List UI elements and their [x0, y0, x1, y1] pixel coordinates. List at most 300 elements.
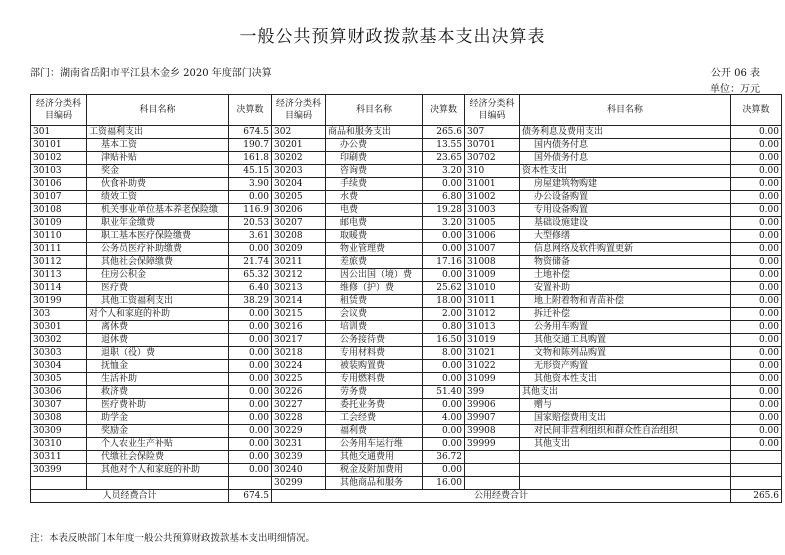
table-row — [31, 412, 782, 425]
item-name: 抚恤金 — [87, 360, 229, 373]
economic-code: 30213 — [272, 282, 326, 295]
amount: 0.00 — [731, 217, 782, 230]
item-name: 离休费 — [87, 321, 229, 334]
item-name: 差旅费 — [326, 256, 423, 269]
item-name: 委托业务费 — [326, 399, 423, 412]
item-name: 物资储备 — [520, 256, 731, 269]
amount: 3.90 — [229, 178, 272, 191]
economic-code: 30227 — [272, 399, 326, 412]
amount: 0.00 — [423, 399, 465, 412]
item-name: 赠与 — [520, 399, 731, 412]
amount: 0.00 — [229, 360, 272, 373]
table-row — [31, 178, 782, 191]
amount: 18.00 — [423, 295, 465, 308]
item-name: 职业年金缴费 — [87, 217, 229, 230]
item-name: 基础设施建设 — [520, 217, 731, 230]
economic-code: 30701 — [465, 139, 520, 152]
economic-code: 30218 — [272, 347, 326, 360]
item-name: 奖励金 — [87, 425, 229, 438]
item-name: 专用设备购置 — [520, 204, 731, 217]
amount: 190.7 — [229, 139, 272, 152]
economic-code: 30226 — [272, 386, 326, 399]
table-row — [31, 399, 782, 412]
economic-code: 30199 — [31, 295, 87, 308]
item-name: 助学金 — [87, 412, 229, 425]
item-name: 奖金 — [87, 165, 229, 178]
economic-code: 30302 — [31, 334, 87, 347]
amount: 25.62 — [423, 282, 465, 295]
table-row — [31, 438, 782, 451]
item-name: 其他交通工具购置 — [520, 334, 731, 347]
economic-code: 30112 — [31, 256, 87, 269]
amount: 0.00 — [731, 425, 782, 438]
item-name — [87, 477, 229, 490]
amount: 0.00 — [229, 191, 272, 204]
amount: 0.00 — [731, 282, 782, 295]
item-name: 代缴社会保险费 — [87, 451, 229, 464]
economic-code: 30107 — [31, 191, 87, 204]
amount: 36.72 — [423, 451, 465, 464]
economic-code: 39906 — [465, 399, 520, 412]
item-name: 其他支出 — [520, 386, 731, 399]
economic-code: 31012 — [465, 308, 520, 321]
amount: 8.00 — [423, 347, 465, 360]
item-name: 拆迁补偿 — [520, 308, 731, 321]
amount — [229, 477, 272, 490]
economic-code: 30206 — [272, 204, 326, 217]
amount: 0.00 — [423, 438, 465, 451]
amount: 13.55 — [423, 139, 465, 152]
amount: 0.00 — [229, 412, 272, 425]
item-name: 房屋建筑物购建 — [520, 178, 731, 191]
table-row — [31, 152, 782, 165]
item-name: 津贴补贴 — [87, 152, 229, 165]
amount: 0.00 — [731, 321, 782, 334]
item-name: 其他交通费用 — [326, 451, 423, 464]
amount: 0.00 — [731, 256, 782, 269]
table-row — [31, 464, 782, 477]
amount: 0.00 — [731, 178, 782, 191]
item-name: 土地补偿 — [520, 269, 731, 282]
economic-code — [465, 464, 520, 477]
item-name: 其他商品和服务 — [326, 477, 423, 490]
economic-code: 310 — [465, 165, 520, 178]
item-name — [520, 451, 731, 464]
item-name: 维修（护）费 — [326, 282, 423, 295]
amount: 0.00 — [229, 373, 272, 386]
amount: 23.65 — [423, 152, 465, 165]
table-row — [31, 269, 782, 282]
economic-code: 30239 — [272, 451, 326, 464]
amount: 0.00 — [229, 334, 272, 347]
item-name: 公务用车运行维 — [326, 438, 423, 451]
economic-code: 31099 — [465, 373, 520, 386]
amount: 0.00 — [731, 269, 782, 282]
economic-code: 30101 — [31, 139, 87, 152]
amount: 0.00 — [423, 178, 465, 191]
amount: 16.50 — [423, 334, 465, 347]
economic-code: 30306 — [31, 386, 87, 399]
table-row — [31, 334, 782, 347]
personnel-total-value: 674.5 — [229, 490, 272, 503]
economic-code: 301 — [31, 126, 87, 139]
table-row — [31, 451, 782, 464]
header-amount: 决算数 — [731, 95, 782, 126]
item-name: 伙食补助费 — [87, 178, 229, 191]
amount: 0.00 — [731, 165, 782, 178]
item-name: 国外债务付息 — [520, 152, 731, 165]
amount: 0.00 — [423, 425, 465, 438]
economic-code: 31006 — [465, 230, 520, 243]
economic-code: 30111 — [31, 243, 87, 256]
economic-code: 31007 — [465, 243, 520, 256]
economic-code: 31002 — [465, 191, 520, 204]
amount: 0.00 — [731, 230, 782, 243]
amount: 3.20 — [423, 165, 465, 178]
footnote: 注：本表反映部门本年度一般公共预算财政拨款基本支出明细情况。 — [30, 533, 316, 544]
amount: 0.00 — [229, 347, 272, 360]
economic-code: 31010 — [465, 282, 520, 295]
amount: 0.00 — [731, 243, 782, 256]
item-name: 对民间非营利组织和群众性自治组织 — [520, 425, 731, 438]
amount: 0.00 — [229, 386, 272, 399]
item-name: 水费 — [326, 191, 423, 204]
amount: 19.28 — [423, 204, 465, 217]
economic-code: 31021 — [465, 347, 520, 360]
economic-code: 30301 — [31, 321, 87, 334]
economic-code: 30102 — [31, 152, 87, 165]
amount: 0.00 — [229, 451, 272, 464]
table-row — [31, 191, 782, 204]
public-total-value: 265.6 — [731, 490, 782, 503]
amount: 16.00 — [423, 477, 465, 490]
header-name: 科目名称 — [87, 95, 229, 126]
item-name: 对个人和家庭的补助 — [87, 308, 229, 321]
amount: 0.00 — [731, 295, 782, 308]
economic-code: 30305 — [31, 373, 87, 386]
economic-code: 30399 — [31, 464, 87, 477]
economic-code: 30110 — [31, 230, 87, 243]
economic-code: 30113 — [31, 269, 87, 282]
economic-code: 30311 — [31, 451, 87, 464]
economic-code: 303 — [31, 308, 87, 321]
economic-code: 31019 — [465, 334, 520, 347]
amount — [731, 451, 782, 464]
item-name: 手续费 — [326, 178, 423, 191]
item-name: 被装购置费 — [326, 360, 423, 373]
table-row — [31, 126, 782, 139]
amount: 3.61 — [229, 230, 272, 243]
item-name: 其他资本性支出 — [520, 373, 731, 386]
item-name: 基本工资 — [87, 139, 229, 152]
amount: 21.74 — [229, 256, 272, 269]
item-name: 公务接待费 — [326, 334, 423, 347]
amount: 0.00 — [423, 230, 465, 243]
table-row — [31, 308, 782, 321]
header-amount: 决算数 — [229, 95, 272, 126]
economic-code: 30216 — [272, 321, 326, 334]
item-name: 其他工资福利支出 — [87, 295, 229, 308]
item-name: 住房公积金 — [87, 269, 229, 282]
item-name: 物业管理费 — [326, 243, 423, 256]
economic-code: 30304 — [31, 360, 87, 373]
economic-code: 31022 — [465, 360, 520, 373]
amount: 17.16 — [423, 256, 465, 269]
amount: 0.00 — [423, 269, 465, 282]
table-row — [31, 477, 782, 490]
item-name: 公务用车购置 — [520, 321, 731, 334]
economic-code: 30310 — [31, 438, 87, 451]
economic-code: 39999 — [465, 438, 520, 451]
item-name: 工资福利支出 — [87, 126, 229, 139]
item-name — [520, 464, 731, 477]
table-row — [31, 230, 782, 243]
header-code: 经济分类科目编码 — [272, 95, 326, 126]
table-row — [31, 386, 782, 399]
item-name: 信息网络及软件购置更新 — [520, 243, 731, 256]
amount: 65.32 — [229, 269, 272, 282]
economic-code: 30205 — [272, 191, 326, 204]
item-name: 地上附着物和青苗补偿 — [520, 295, 731, 308]
page-title: 一般公共预算财政拨款基本支出决算表 — [239, 27, 546, 47]
economic-code: 30240 — [272, 464, 326, 477]
table-row — [31, 347, 782, 360]
item-name: 专用燃料费 — [326, 373, 423, 386]
amount: 0.00 — [731, 204, 782, 217]
table-row — [31, 425, 782, 438]
economic-code: 30308 — [31, 412, 87, 425]
amount: 0.00 — [229, 438, 272, 451]
item-name: 无形资产购置 — [520, 360, 731, 373]
amount — [731, 464, 782, 477]
amount: 0.00 — [731, 308, 782, 321]
table-row — [31, 295, 782, 308]
economic-code: 30209 — [272, 243, 326, 256]
item-name: 办公设备购置 — [520, 191, 731, 204]
item-name: 大型修缮 — [520, 230, 731, 243]
item-name: 债务利息及费用支出 — [520, 126, 731, 139]
amount: 0.00 — [731, 373, 782, 386]
amount: 0.00 — [229, 243, 272, 256]
economic-code — [31, 477, 87, 490]
economic-code: 30229 — [272, 425, 326, 438]
amount: 20.53 — [229, 217, 272, 230]
amount: 38.29 — [229, 295, 272, 308]
amount: 0.00 — [731, 126, 782, 139]
economic-code: 31013 — [465, 321, 520, 334]
table-row — [31, 282, 782, 295]
item-name: 职工基本医疗保险缴费 — [87, 230, 229, 243]
economic-code: 30103 — [31, 165, 87, 178]
item-name: 其他对个人和家庭的补助 — [87, 464, 229, 477]
economic-code: 399 — [465, 386, 520, 399]
item-name: 安置补助 — [520, 282, 731, 295]
item-name: 福利费 — [326, 425, 423, 438]
economic-code: 30224 — [272, 360, 326, 373]
item-name: 取暖费 — [326, 230, 423, 243]
amount: 0.00 — [229, 321, 272, 334]
economic-code: 39907 — [465, 412, 520, 425]
item-name: 办公费 — [326, 139, 423, 152]
economic-code: 31009 — [465, 269, 520, 282]
economic-code — [465, 477, 520, 490]
item-name: 医疗费补助 — [87, 399, 229, 412]
amount: 0.00 — [731, 399, 782, 412]
amount: 0.00 — [731, 191, 782, 204]
economic-code: 30201 — [272, 139, 326, 152]
totals-row — [31, 490, 782, 503]
amount: 0.00 — [229, 399, 272, 412]
economic-code: 30114 — [31, 282, 87, 295]
item-name: 邮电费 — [326, 217, 423, 230]
economic-code: 30217 — [272, 334, 326, 347]
economic-code: 31011 — [465, 295, 520, 308]
item-name: 医疗费 — [87, 282, 229, 295]
table-row — [31, 165, 782, 178]
header-amount: 决算数 — [423, 95, 465, 126]
economic-code: 30307 — [31, 399, 87, 412]
amount: 0.00 — [731, 386, 782, 399]
economic-code: 30212 — [272, 269, 326, 282]
economic-code: 30203 — [272, 165, 326, 178]
amount: 45.15 — [229, 165, 272, 178]
amount: 0.00 — [423, 373, 465, 386]
economic-code: 30204 — [272, 178, 326, 191]
item-name: 绩效工资 — [87, 191, 229, 204]
item-name: 退休费 — [87, 334, 229, 347]
economic-code: 30303 — [31, 347, 87, 360]
expenditure-table — [30, 94, 782, 503]
economic-code: 31003 — [465, 204, 520, 217]
item-name: 机关事业单位基本养老保险缴 — [87, 204, 229, 217]
amount: 0.00 — [423, 360, 465, 373]
economic-code — [465, 451, 520, 464]
table-row — [31, 360, 782, 373]
economic-code: 30106 — [31, 178, 87, 191]
amount: 116.9 — [229, 204, 272, 217]
economic-code: 30228 — [272, 412, 326, 425]
economic-code: 30309 — [31, 425, 87, 438]
economic-code: 30231 — [272, 438, 326, 451]
item-name: 救济费 — [87, 386, 229, 399]
economic-code: 31005 — [465, 217, 520, 230]
economic-code: 30109 — [31, 217, 87, 230]
item-name: 专用材料费 — [326, 347, 423, 360]
economic-code: 307 — [465, 126, 520, 139]
header-name: 科目名称 — [520, 95, 731, 126]
economic-code: 39908 — [465, 425, 520, 438]
economic-code: 30207 — [272, 217, 326, 230]
amount: 4.00 — [423, 412, 465, 425]
item-name: 咨询费 — [326, 165, 423, 178]
header-code: 经济分类科目编码 — [465, 95, 520, 126]
item-name: 个人农业生产补贴 — [87, 438, 229, 451]
item-name: 商品和服务支出 — [326, 126, 423, 139]
amount: 0.00 — [229, 464, 272, 477]
economic-code: 30214 — [272, 295, 326, 308]
amount: 0.00 — [423, 464, 465, 477]
amount: 0.00 — [731, 139, 782, 152]
item-name: 国家赔偿费用支出 — [520, 412, 731, 425]
item-name: 公务员医疗补助缴费 — [87, 243, 229, 256]
item-name: 工会经费 — [326, 412, 423, 425]
amount: 0.00 — [229, 308, 272, 321]
table-row — [31, 139, 782, 152]
table-row — [31, 373, 782, 386]
amount: 0.80 — [423, 321, 465, 334]
item-name: 退职（役）费 — [87, 347, 229, 360]
amount: 6.80 — [423, 191, 465, 204]
item-name: 国内债务付息 — [520, 139, 731, 152]
amount — [731, 477, 782, 490]
economic-code: 30215 — [272, 308, 326, 321]
amount: 0.00 — [731, 152, 782, 165]
table-row — [31, 217, 782, 230]
economic-code: 30108 — [31, 204, 87, 217]
item-name — [520, 477, 731, 490]
item-name: 其他支出 — [520, 438, 731, 451]
item-name: 电费 — [326, 204, 423, 217]
amount: 0.00 — [731, 412, 782, 425]
economic-code: 31001 — [465, 178, 520, 191]
item-name: 培训费 — [326, 321, 423, 334]
amount: 0.00 — [731, 438, 782, 451]
economic-code: 30225 — [272, 373, 326, 386]
item-name: 生活补助 — [87, 373, 229, 386]
amount: 674.5 — [229, 126, 272, 139]
table-row — [31, 243, 782, 256]
item-name: 税金及附加费用 — [326, 464, 423, 477]
unit-label: 单位：万元 — [710, 84, 760, 95]
economic-code: 302 — [272, 126, 326, 139]
amount: 0.00 — [423, 243, 465, 256]
amount: 3.20 — [423, 217, 465, 230]
economic-code: 30202 — [272, 152, 326, 165]
item-name: 印刷费 — [326, 152, 423, 165]
amount: 6.40 — [229, 282, 272, 295]
item-name: 资本性支出 — [520, 165, 731, 178]
amount: 0.00 — [229, 425, 272, 438]
amount: 161.8 — [229, 152, 272, 165]
amount: 2.00 — [423, 308, 465, 321]
amount: 265.6 — [423, 126, 465, 139]
economic-code: 31008 — [465, 256, 520, 269]
table-row — [31, 256, 782, 269]
header-name: 科目名称 — [326, 95, 423, 126]
item-name: 因公出国（境）费 — [326, 269, 423, 282]
header-code: 经济分类科目编码 — [31, 95, 87, 126]
item-name: 租赁费 — [326, 295, 423, 308]
amount: 0.00 — [731, 347, 782, 360]
economic-code: 30211 — [272, 256, 326, 269]
department-label: 部门：湖南省岳阳市平江县木金乡 2020 年度部门决算 — [30, 68, 272, 79]
item-name: 劳务费 — [326, 386, 423, 399]
economic-code: 30702 — [465, 152, 520, 165]
economic-code: 30208 — [272, 230, 326, 243]
amount: 0.00 — [731, 360, 782, 373]
table-row — [31, 321, 782, 334]
public-total-label: 公用经费合计 — [272, 490, 731, 503]
amount: 0.00 — [731, 334, 782, 347]
table-header-row — [31, 95, 782, 126]
amount: 51.40 — [423, 386, 465, 399]
item-name: 文物和陈列品购置 — [520, 347, 731, 360]
item-name: 其他社会保障缴费 — [87, 256, 229, 269]
economic-code: 30299 — [272, 477, 326, 490]
form-number: 公开 06 表 — [710, 68, 760, 79]
personnel-total-label: 人员经费合计 — [31, 490, 229, 503]
table-row — [31, 204, 782, 217]
